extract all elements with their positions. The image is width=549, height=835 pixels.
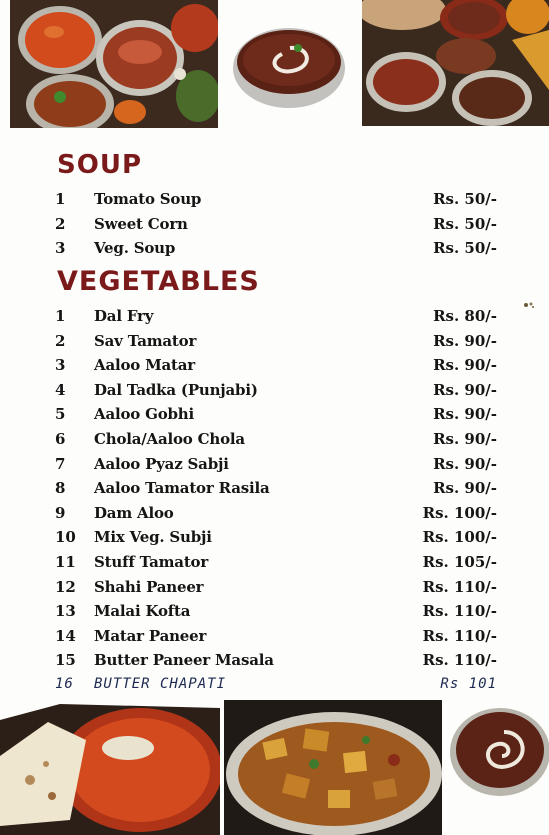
menu-item-name: Aaloo Tamator Rasila — [94, 479, 270, 498]
menu-item-row — [0, 356, 549, 380]
menu-item-row — [0, 430, 549, 454]
thali-platter-photo — [10, 0, 218, 128]
menu-item-row — [0, 578, 549, 602]
menu-item-price: Rs. 50/- — [433, 239, 497, 257]
menu-item-price: Rs. 90/- — [433, 405, 497, 424]
dal-makhani-bowl-photo — [230, 18, 348, 110]
assorted-curries-photo — [362, 0, 549, 126]
menu-item-number: 5 — [55, 405, 66, 424]
menu-item-name: Aaloo Gobhi — [94, 405, 194, 424]
menu-item-name: Matar Paneer — [94, 626, 207, 645]
menu-item-row — [0, 332, 549, 356]
menu-item-price: Rs. 50/- — [433, 214, 497, 233]
menu-item-name: Malai Kofta — [94, 602, 191, 621]
menu-item-number: 14 — [55, 626, 76, 645]
menu-item-price: Rs. 110/- — [422, 602, 497, 621]
menu-item-row — [0, 307, 549, 331]
vegetables-section-title: VEGETABLES — [57, 266, 260, 297]
menu-item-name: Tomato Soup — [94, 190, 202, 208]
soup-section-title: SOUP — [57, 150, 142, 180]
menu-item-name: Butter Paneer Masala — [94, 651, 274, 670]
menu-item-row — [0, 553, 549, 577]
menu-item-number: 8 — [55, 479, 66, 498]
menu-item-number: 2 — [55, 331, 66, 350]
menu-item-price: Rs. 90/- — [433, 454, 497, 473]
menu-item-name: Shahi Paneer — [94, 577, 204, 596]
menu-item-price: Rs. 100/- — [422, 528, 497, 547]
menu-item-price: Rs. 50/- — [433, 190, 497, 208]
ink-smudge — [522, 300, 536, 310]
menu-item-price: Rs 101 — [440, 676, 497, 692]
menu-item-number: 12 — [55, 577, 76, 596]
aloo-sabji-plate-photo — [224, 700, 442, 835]
menu-item-row — [0, 239, 549, 263]
menu-item-number: 1 — [55, 190, 66, 208]
menu-item-price: Rs. 110/- — [422, 651, 497, 670]
menu-item-number: 3 — [55, 356, 66, 375]
menu-item-price: Rs. 90/- — [433, 479, 497, 498]
menu-item-name: Veg. Soup — [94, 239, 176, 257]
menu-item-number: 6 — [55, 430, 66, 448]
menu-item-name: Chola/Aaloo Chola — [94, 430, 245, 448]
menu-item-number: 9 — [55, 503, 66, 522]
menu-item-name: Sav Tamator — [94, 331, 197, 350]
menu-item-price: Rs. 100/- — [422, 503, 497, 522]
menu-item-name: Dam Aloo — [94, 503, 174, 522]
menu-item-price: Rs. 110/- — [422, 577, 497, 596]
dal-bowl-photo — [446, 706, 549, 816]
menu-item-row — [0, 479, 549, 503]
menu-item-name: Dal Fry — [94, 307, 154, 325]
menu-item-number: 11 — [55, 553, 76, 571]
menu-item-row — [0, 190, 549, 214]
menu-item-name: Dal Tadka (Punjabi) — [94, 380, 258, 399]
menu-item-name: BUTTER CHAPATI — [94, 676, 227, 692]
menu-item-price: Rs. 90/- — [433, 380, 497, 399]
menu-item-row — [0, 455, 549, 479]
menu-item-row — [0, 528, 549, 552]
menu-item-name: Aaloo Pyaz Sabji — [94, 454, 229, 473]
menu-item-number: 15 — [55, 651, 76, 670]
menu-item-row — [0, 602, 549, 626]
menu-item-row — [0, 405, 549, 429]
menu-item-price: Rs. 90/- — [433, 331, 497, 350]
menu-item-number: 10 — [55, 528, 76, 547]
menu-item-name: Stuff Tamator — [94, 553, 209, 571]
menu-item-row — [0, 381, 549, 405]
menu-item-name: Mix Veg. Subji — [94, 528, 212, 547]
paneer-curry-roti-photo — [0, 700, 220, 835]
menu-item-price: Rs. 90/- — [433, 430, 497, 448]
menu-item-number: 7 — [55, 454, 66, 473]
menu-item-number: 4 — [55, 380, 66, 399]
menu-item-row — [0, 504, 549, 528]
menu-item-number: 2 — [55, 214, 66, 233]
menu-item-name: Aaloo Matar — [94, 356, 195, 375]
menu-item-name: Sweet Corn — [94, 214, 188, 233]
menu-item-price: Rs. 80/- — [433, 307, 497, 325]
menu-item-price: Rs. 110/- — [422, 626, 497, 645]
menu-item-number: 3 — [55, 239, 66, 257]
menu-item-price: Rs. 90/- — [433, 356, 497, 375]
menu-item-price: Rs. 105/- — [422, 553, 497, 571]
menu-item-number: 1 — [55, 307, 66, 325]
menu-item-number: 16 — [55, 676, 74, 692]
menu-item-row — [0, 651, 549, 675]
menu-item-row — [0, 627, 549, 651]
menu-item-row — [0, 676, 549, 700]
menu-item-row — [0, 215, 549, 239]
menu-item-number: 13 — [55, 602, 76, 621]
